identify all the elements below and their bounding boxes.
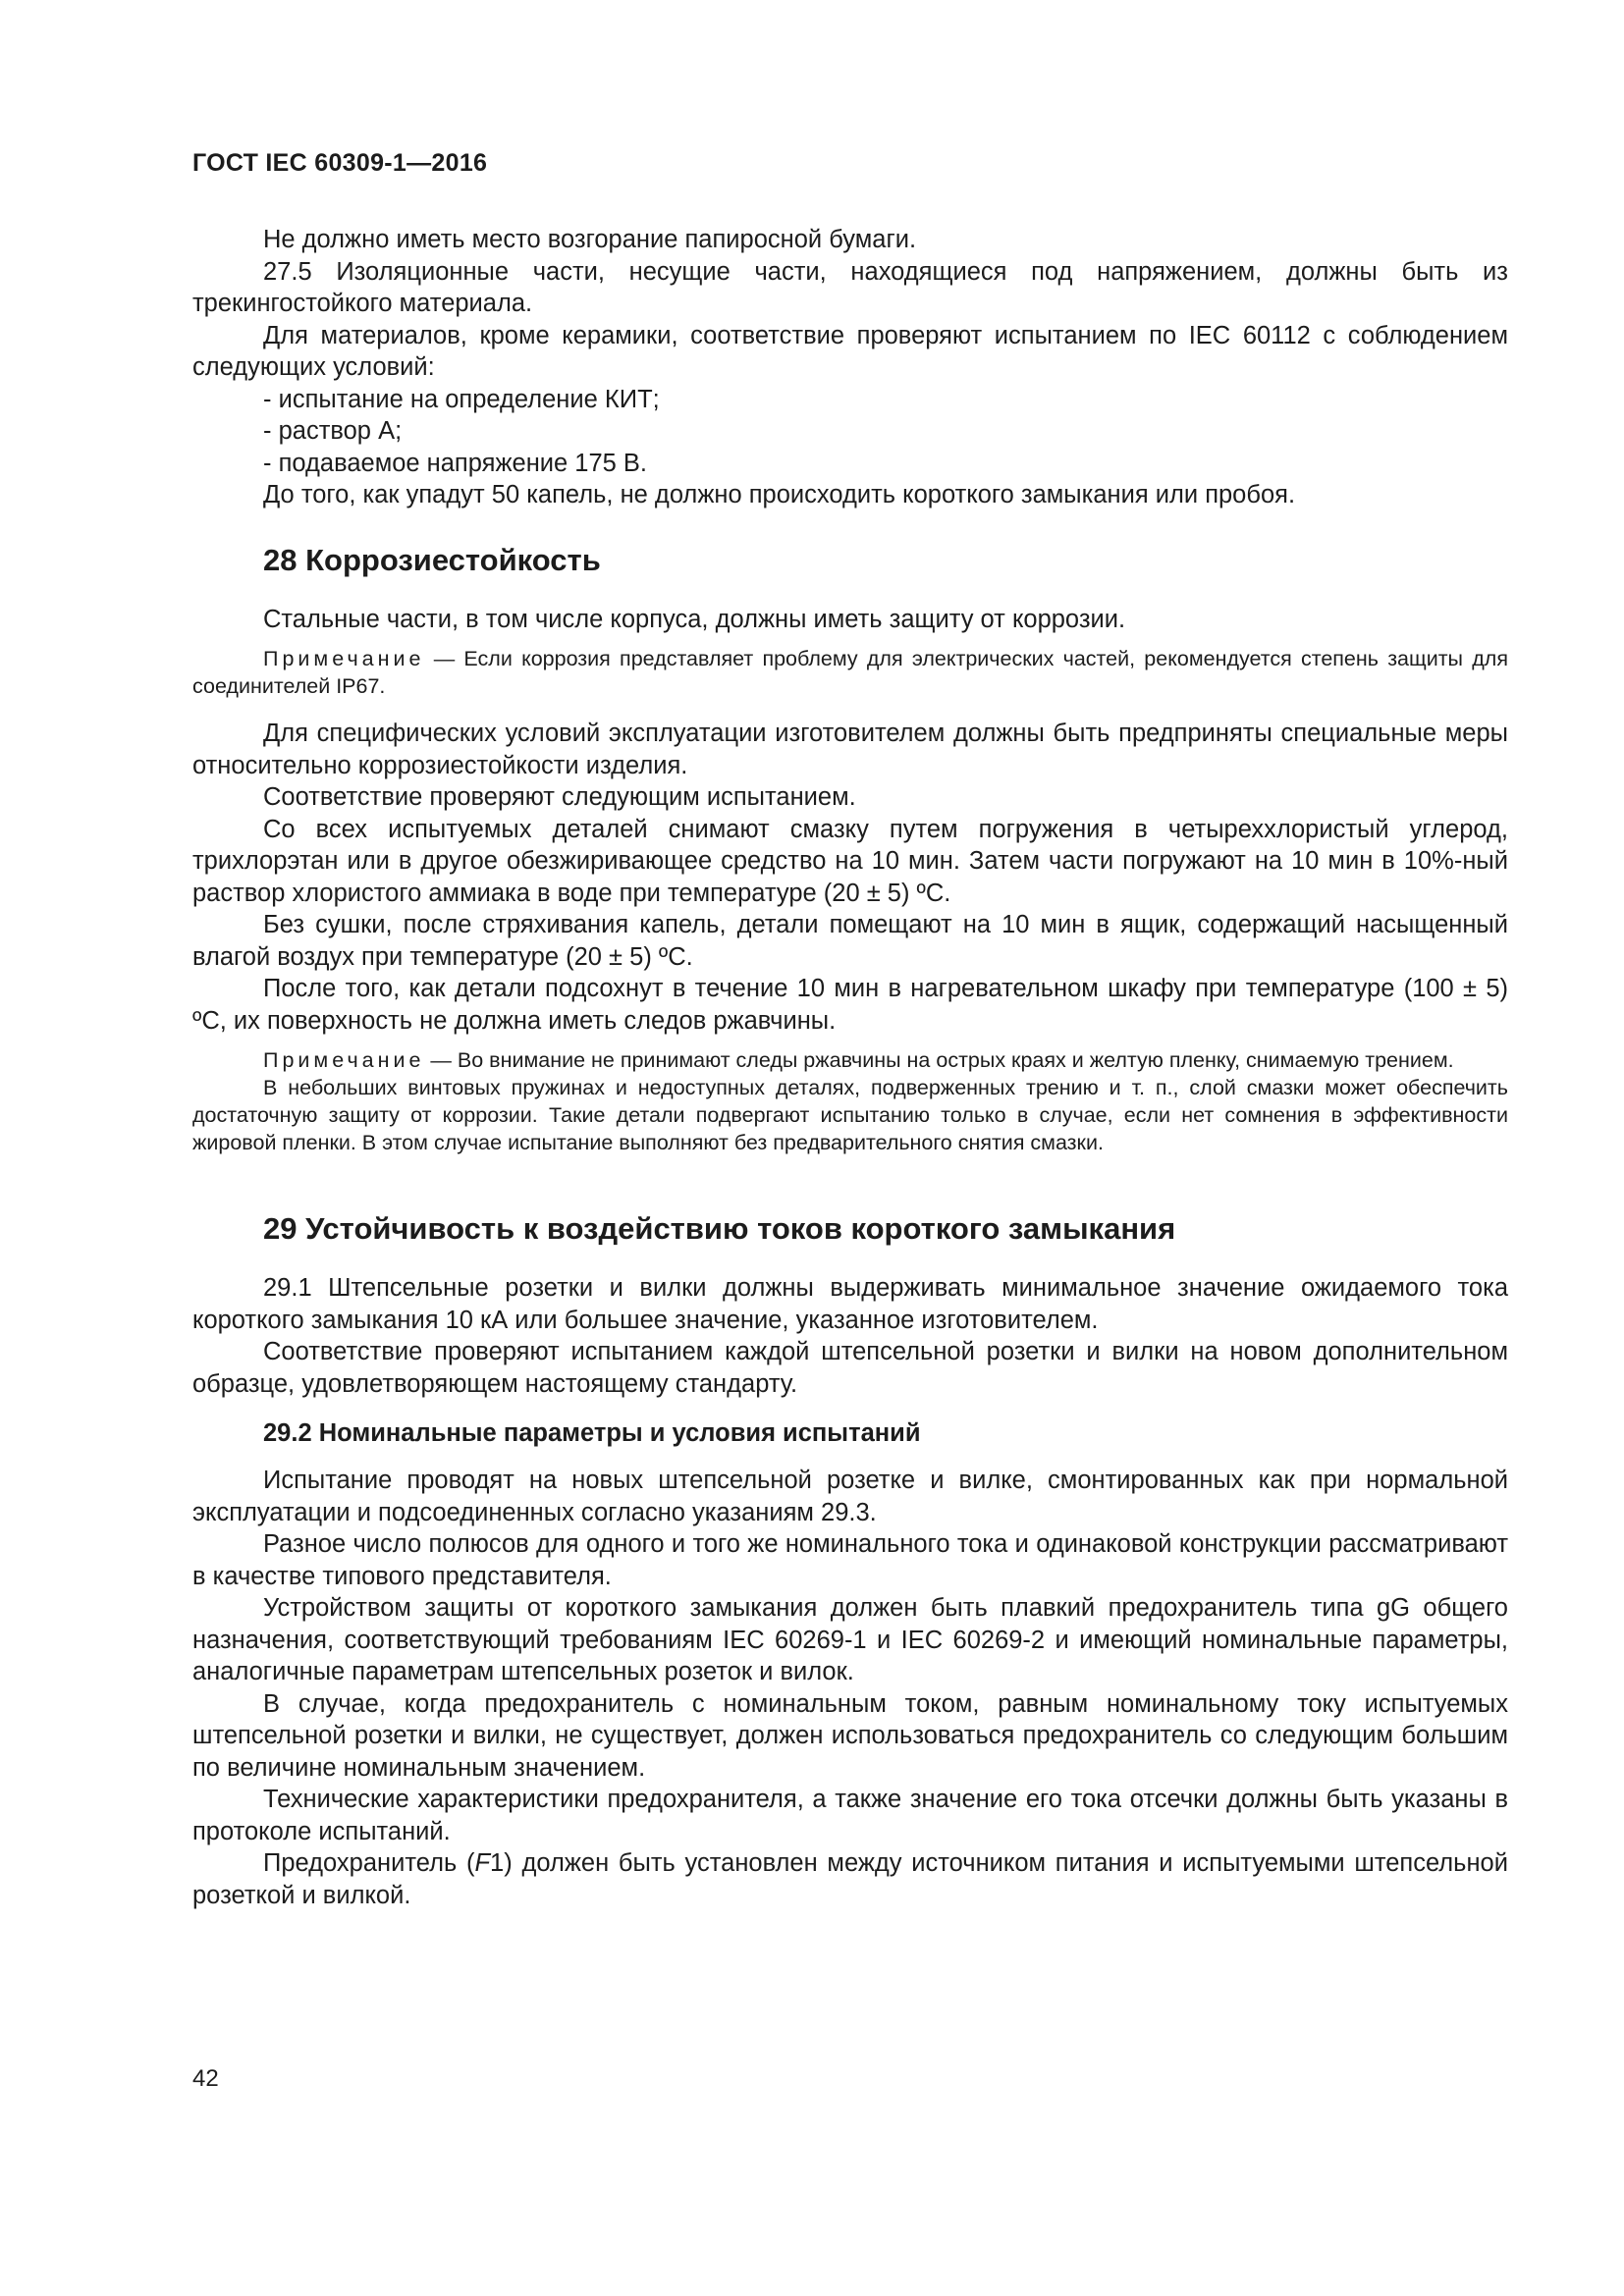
- paragraph: Устройством защиты от короткого замыкания должен быть плавкий предохранитель типа gG общего назначения, соответствующий требованиям IEC 60269-1 и IEC 60269-2 и имеющий номинальные параметры, аналогичные параметрам штепсельных розеток и вилок.: [192, 1594, 1508, 1685]
- note: [192, 645, 1508, 700]
- text-run: 1) должен быть установлен между источником питания и испытуемыми штепсельной розеткой и вилкой.: [192, 1849, 1508, 1909]
- paragraph: Соответствие проверяют следующим испытанием.: [263, 783, 856, 811]
- paragraph: После того, как детали подсохнут в течение 10 мин в нагревательном шкафу при температуре (100 ± 5) ºС, их поверхность не должна иметь следов ржавчины.: [192, 975, 1508, 1035]
- paragraph: Не должно иметь место возгорание папиросной бумаги.: [263, 226, 917, 253]
- symbol-f: F: [474, 1849, 491, 1877]
- paragraph: Разное число полюсов для одного и того же номинального тока и одинаковой конструкции рассматривают в качестве типового представителя.: [192, 1530, 1508, 1590]
- subsection-heading-29-2: 29.2 Номинальные параметры и условия испытаний: [263, 1419, 921, 1447]
- paragraph: Для материалов, кроме керамики, соответствие проверяют испытанием по IEC 60112 с соблюдением следующих условий:: [192, 321, 1508, 381]
- paragraph: Со всех испытуемых деталей снимают смазку путем погружения в четыреххлористый углерод, трихлорэтан или в другое обезжиривающее средство на 10 мин. Затем части погружают на 10 мин в 10%-ный раствор хлористого аммиака в воде при температуре (20 ± 5) ºС.: [192, 815, 1508, 907]
- paragraph: Без сушки, после стряхивания капель, детали помещают на 10 мин в ящик, содержащий насыщенный влагой воздух при температуре (20 ± 5) ºС.: [192, 911, 1508, 971]
- list-item: - испытание на определение КИТ;: [263, 385, 660, 413]
- list-item: - подаваемое напряжение 175 В.: [263, 449, 648, 477]
- list-item: - раствор А;: [263, 417, 403, 445]
- paragraph: Стальные части, в том числе корпуса, должны иметь защиту от коррозии.: [263, 605, 1126, 633]
- page-number: 42: [192, 2065, 219, 2092]
- paragraph: Для специфических условий эксплуатации изготовителем должны быть предприняты специальные меры относительно коррозиестойкости изделия.: [192, 720, 1508, 779]
- page-content: [192, 224, 1508, 1911]
- page-header-standard: ГОСТ IEC 60309-1—2016: [192, 149, 488, 177]
- paragraph: [192, 1847, 1508, 1911]
- paragraph: В случае, когда предохранитель с номинальным током, равным номинальному току испытуемых штепсельной розетки и вилки, не существует, должен использоваться предохранитель со следующим большим по величине номинальным значением.: [192, 1689, 1508, 1782]
- paragraph: 27.5 Изоляционные части, несущие части, находящиеся под напряжением, должны быть из трекингостойкого материала.: [192, 257, 1508, 317]
- note-label: Примечание: [263, 1048, 425, 1072]
- section-heading-29: 29 Устойчивость к воздействию токов короткого замыкания: [263, 1211, 1176, 1246]
- section-heading-28: 28 Коррозиестойкость: [263, 542, 601, 577]
- note: [192, 1046, 1508, 1074]
- paragraph: Технические характеристики предохранителя, а также значение его тока отсечки должны быть указаны в протоколе испытаний.: [192, 1786, 1508, 1845]
- paragraph: До того, как упадут 50 капель, не должно происходить короткого замыкания или пробоя.: [263, 481, 1296, 508]
- note-label: Примечание: [263, 647, 425, 670]
- note-text: — Если коррозия представляет проблему для электрических частей, рекомендуется степень защиты для соединителей IP67.: [192, 647, 1508, 698]
- paragraph: Соответствие проверяют испытанием каждой штепсельной розетки и вилки на новом дополнительном образце, удовлетворяющем настоящему стандарту.: [192, 1338, 1508, 1398]
- paragraph: Испытание проводят на новых штепсельной розетке и вилке, смонтированных как при нормальной эксплуатации и подсоединенных согласно указаниям 29.3.: [192, 1467, 1508, 1526]
- paragraph: 29.1 Штепсельные розетки и вилки должны выдерживать минимальное значение ожидаемого тока короткого замыкания 10 кА или большее значение, указанное изготовителем.: [192, 1274, 1508, 1334]
- note-continuation: В небольших винтовых пружинах и недоступных деталях, подверженных трению и т. п., слой смазки может обеспечить достаточную защиту от коррозии. Такие детали подвергают испытанию только в случае, если нет сомнения в эффективности жировой пленки. В этом случае испытание выполняют без предварительного снятия смазки.: [192, 1076, 1508, 1154]
- note-text: — Во внимание не принимают следы ржавчины на острых краях и желтую пленку, снимаемую трением.: [424, 1048, 1454, 1072]
- text-run: Предохранитель (: [263, 1849, 475, 1877]
